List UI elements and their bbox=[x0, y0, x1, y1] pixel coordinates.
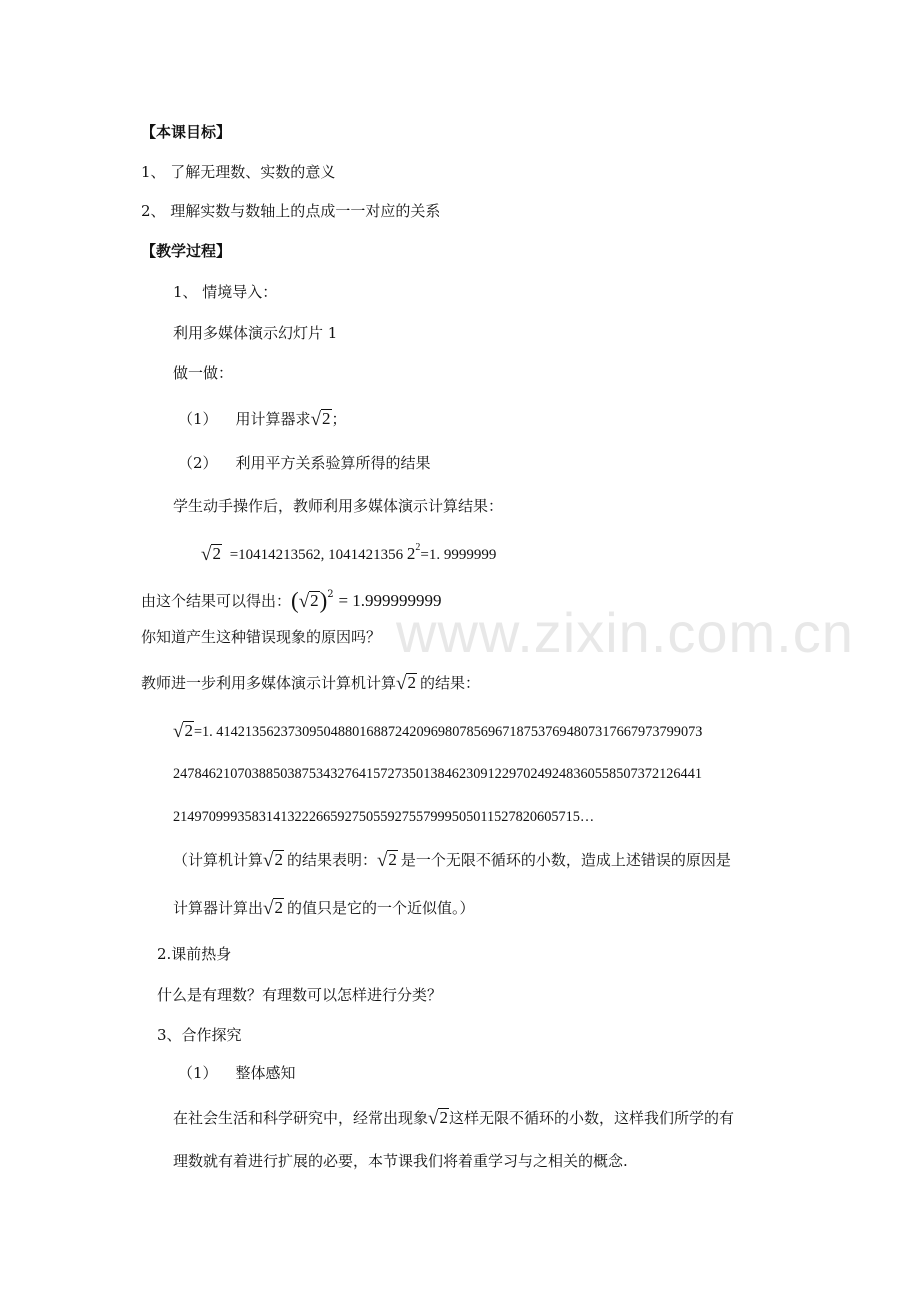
digits-line-3: 214970999358314132226659275055927557999505011527820605715… bbox=[173, 809, 595, 825]
goal-1: 1、 了解无理数、实数的意义 bbox=[141, 163, 336, 181]
note-line-2: 计算器计算出√2 的值只是它的一个近似值。） bbox=[173, 898, 475, 919]
item-2 bbox=[178, 452, 431, 474]
calc-line: √2 =10414213562, 1041421356 $2^2=1$. 9999999 bbox=[201, 542, 497, 565]
process-heading: 【教学过程】 bbox=[141, 242, 232, 260]
goal-2: 2、 理解实数与数轴上的点成一一对应的关系 bbox=[141, 202, 441, 220]
paragraph-line-1: 在社会生活和科学研究中，经常出现象√2这样无限不循环的小数，这样我们所学的有 bbox=[173, 1108, 734, 1129]
teacher-line: 教师进一步利用多媒体演示计算机计算√2 的结果： bbox=[141, 673, 480, 694]
sqrt2-symbol: √2 bbox=[298, 591, 319, 612]
sqrt2-symbol: √2 bbox=[376, 850, 397, 871]
item-2-text: 利用平方关系验算所得的结果 bbox=[235, 454, 431, 472]
students-text: 学生动手操作后，教师利用多媒体演示计算结果： bbox=[173, 497, 504, 515]
sqrt2-symbol: √2 bbox=[201, 544, 221, 565]
section-2-question: 什么是有理数？有理数可以怎样进行分类？ bbox=[157, 986, 443, 1004]
item-1-number: （1） bbox=[178, 410, 218, 428]
watermark: www.zixin.com.cn bbox=[396, 601, 854, 664]
item-1: （1） 用计算器求√2； bbox=[178, 409, 347, 430]
question-text: 你知道产生这种错误现象的原因吗？ bbox=[141, 628, 382, 646]
sqrt2-symbol: √2 bbox=[310, 409, 331, 430]
try-text: 做一做： bbox=[173, 364, 234, 382]
section-3-item-1: （1） 整体感知 bbox=[178, 1064, 296, 1082]
sqrt2-symbol: √2 bbox=[263, 898, 283, 919]
sqrt2-symbol: √2 bbox=[428, 1108, 448, 1129]
section-1-title: 1、 情境导入： bbox=[173, 283, 278, 301]
sqrt2-symbol: √2 bbox=[396, 673, 416, 694]
note-line-1: （计算机计算√2 的结果表明：√2 是一个无限不循环的小数，造成上述错误的原因是 bbox=[173, 850, 731, 871]
sqrt2-symbol: √2 bbox=[173, 721, 193, 742]
section-2-title: 2.课前热身 bbox=[157, 945, 232, 963]
item-1-text: 用计算器求 bbox=[235, 410, 311, 428]
sqrt2-symbol: √2 bbox=[263, 850, 283, 871]
slide-text: 利用多媒体演示幻灯片 1 bbox=[173, 324, 338, 342]
section-3-title: 3、合作探究 bbox=[157, 1026, 242, 1044]
paragraph-line-2: 理数就有着进行扩展的必要，本节课我们将着重学习与之相关的概念. bbox=[173, 1152, 628, 1170]
goals-heading: 【本课目标】 bbox=[141, 123, 232, 141]
derive-line: 由这个结果可以得出：$(√2)^2 = 1.999999999$ bbox=[141, 588, 442, 613]
digits-line-2: 24784621070388503875343276415727350138462309122970249248360558507372126441 bbox=[173, 766, 702, 782]
digits-line-1: √2=1. 4142135623730950488016887242096980785696718753769480731766797379907З bbox=[173, 721, 703, 742]
item-2-number: （2） bbox=[178, 454, 218, 472]
